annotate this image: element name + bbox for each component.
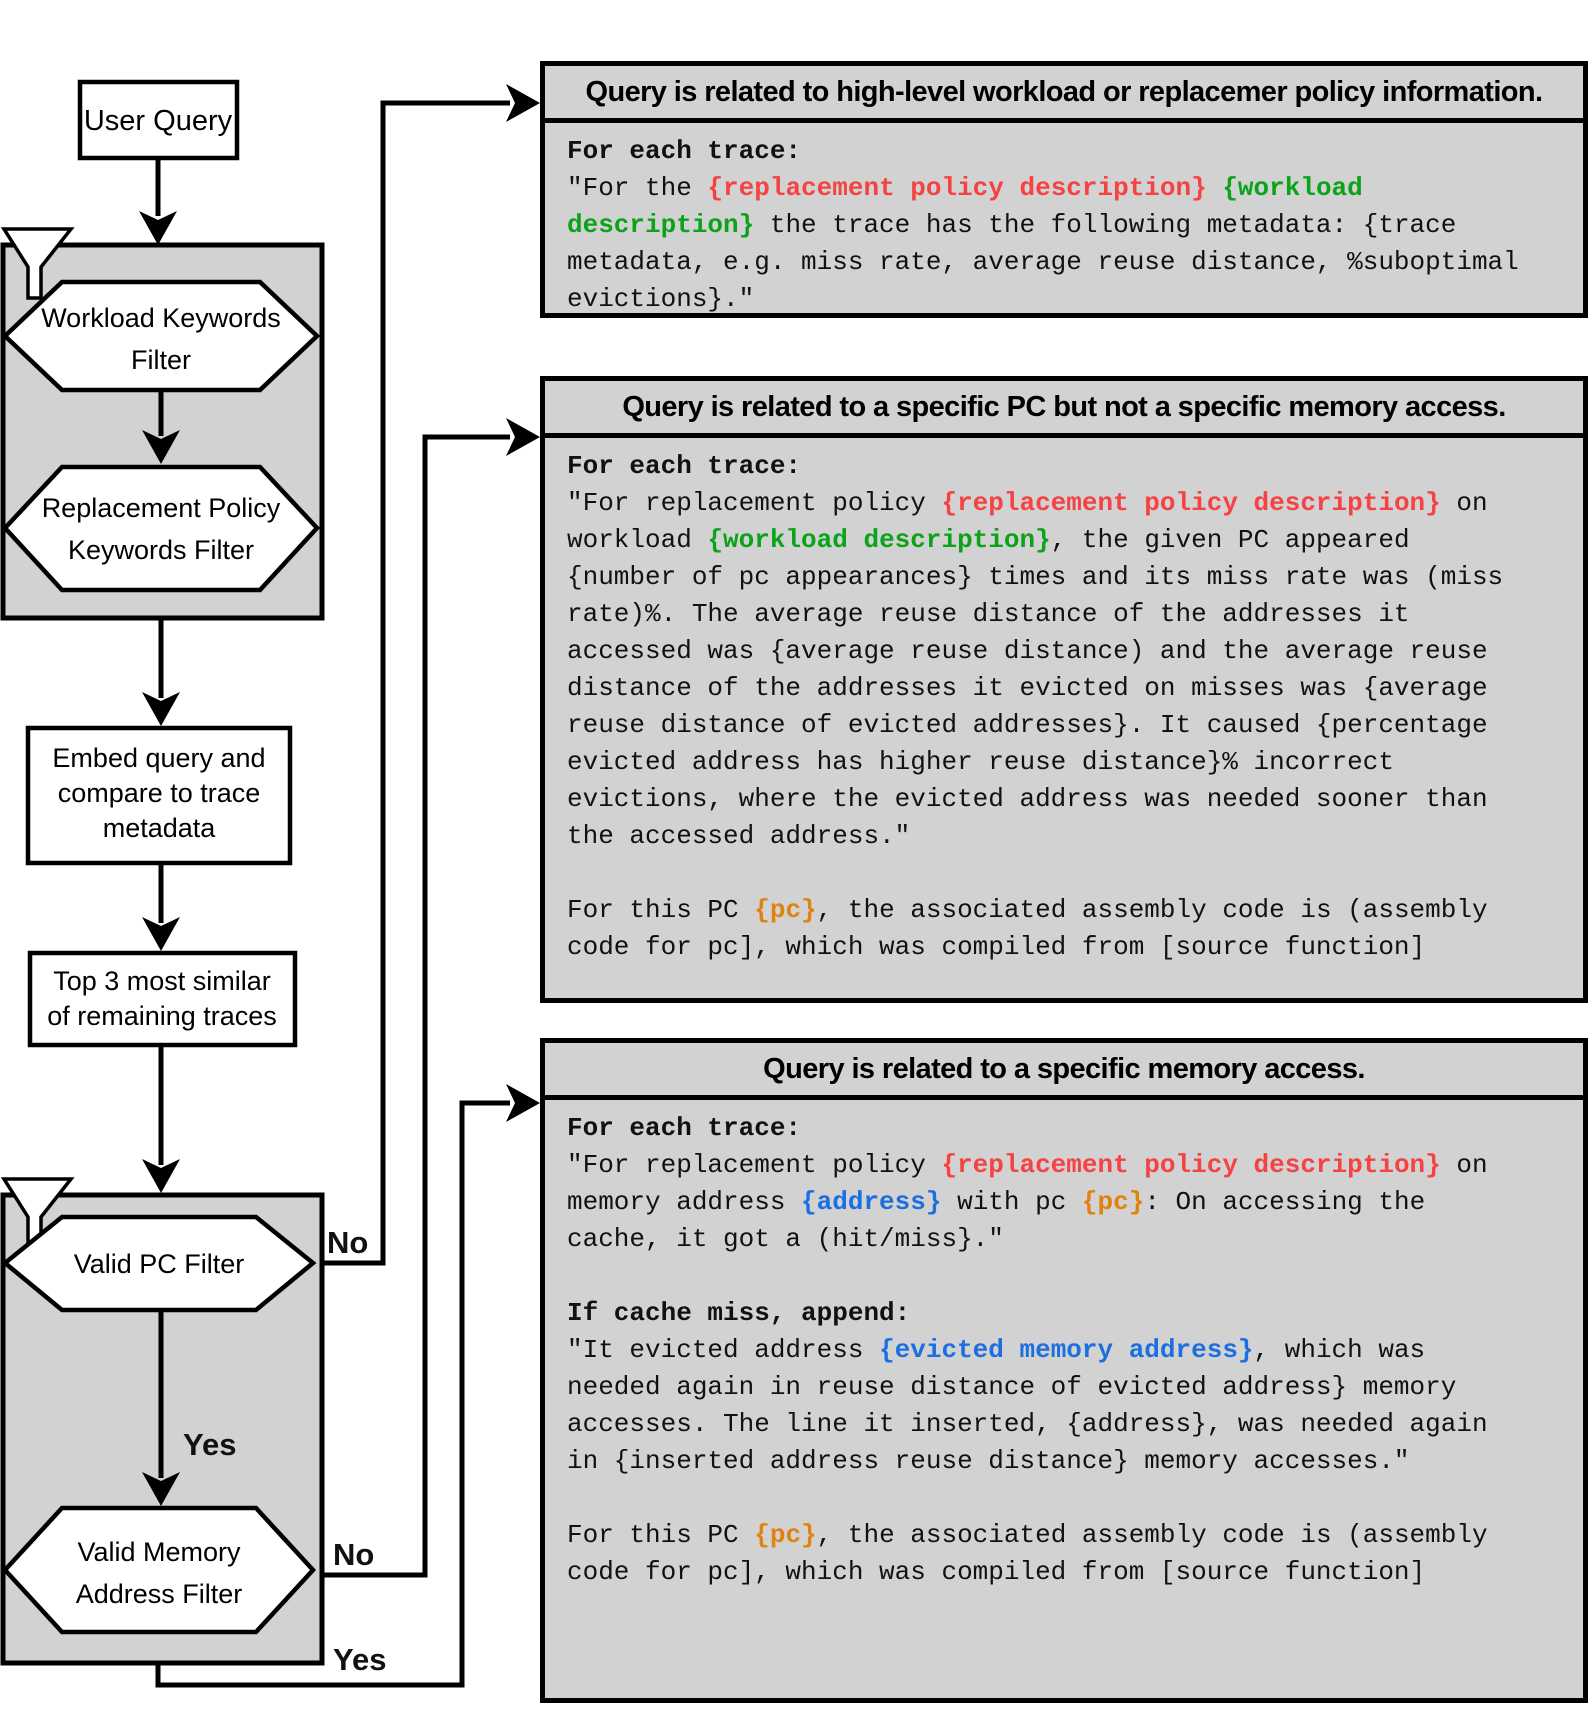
- arrowhead-panel-pc: [506, 418, 540, 456]
- text-segment: : On accessing the: [1144, 1187, 1426, 1217]
- text-segment: "For replacement policy: [567, 488, 942, 518]
- workload-filter-label-line1: Workload Keywords: [41, 303, 281, 333]
- panel-title: Query is related to a specific PC but not a specific memory access.: [545, 381, 1583, 438]
- yes-label-1: Yes: [183, 1427, 237, 1462]
- panel-text-line: [567, 1554, 1563, 1591]
- panel-text-line: [567, 1517, 1563, 1554]
- text-segment: For each trace:: [567, 136, 802, 166]
- text-segment: accesses. The line it inserted, {address}, was needed again: [567, 1409, 1488, 1439]
- panel-text-line: [567, 1258, 1563, 1295]
- placeholder-token: {address}: [801, 1187, 942, 1217]
- text-segment: evictions}.": [567, 284, 755, 314]
- text-segment: For this PC: [567, 895, 755, 925]
- panel-text-line: [567, 1443, 1563, 1480]
- panel-text-line: [567, 818, 1563, 855]
- valid-memory-filter-node: [5, 1508, 313, 1632]
- panel-text-line: [567, 1184, 1563, 1221]
- replacement-policy-filter-node: [5, 467, 317, 590]
- text-segment: evicted address has higher reuse distance}% incorrect: [567, 747, 1394, 777]
- panel-text-line: [567, 559, 1563, 596]
- panel-title: Query is related to high-level workload or replacemer policy information.: [545, 66, 1583, 123]
- placeholder-token: {replacement policy description}: [941, 488, 1441, 518]
- text-segment: metadata, e.g. miss rate, average reuse distance, %suboptimal: [567, 247, 1519, 277]
- text-segment: with pc: [941, 1187, 1082, 1217]
- text-segment: the accessed address.": [567, 821, 911, 851]
- text-segment: needed again in reuse distance of evicted address} memory: [567, 1372, 1457, 1402]
- panel-text-line: [567, 1332, 1563, 1369]
- text-segment: , the associated assembly code is (assembly: [816, 895, 1488, 925]
- placeholder-token: {replacement policy description}: [941, 1150, 1441, 1180]
- panel-text-line: [567, 207, 1563, 244]
- placeholder-token: {pc}: [754, 1520, 817, 1550]
- text-segment: distance of the addresses it evicted on misses was {average: [567, 673, 1488, 703]
- policy-filter-label-line2: Keywords Filter: [67, 535, 255, 565]
- edge-no-to-panel-workload: [313, 103, 510, 1263]
- panel-text-line: [567, 170, 1563, 207]
- text-segment: For this PC: [567, 1520, 755, 1550]
- text-segment: "For replacement policy: [567, 1150, 942, 1180]
- panel-text-line: [567, 707, 1563, 744]
- top3-label-line1: Top 3 most similar: [53, 966, 271, 996]
- panel-text-line: [567, 485, 1563, 522]
- panel-text-line: [567, 522, 1563, 559]
- panel-text-line: [567, 633, 1563, 670]
- text-segment: on: [1440, 488, 1488, 518]
- placeholder-token: {replacement policy description}: [707, 173, 1207, 203]
- panel-text-line: [567, 781, 1563, 818]
- placeholder-token: {workload description}: [707, 525, 1051, 555]
- arrowhead-panel-memory: [506, 1084, 540, 1122]
- panel-text-line: [567, 1406, 1563, 1443]
- response-panel-pc: [540, 376, 1588, 1003]
- placeholder-token: description}: [567, 210, 755, 240]
- placeholder-token: {workload: [1222, 173, 1363, 203]
- text-segment: reuse distance of evicted addresses}. It caused {percentage: [567, 710, 1488, 740]
- text-segment: For each trace:: [567, 1113, 802, 1143]
- valid-memory-label-line2: Address Filter: [75, 1579, 243, 1609]
- panel-title: Query is related to a specific memory access.: [545, 1043, 1583, 1100]
- text-segment: in {inserted address reuse distance} memory accesses.": [567, 1446, 1410, 1476]
- response-panel-workload: [540, 61, 1588, 318]
- user-query-label: User Query: [83, 105, 233, 137]
- arrowhead-panel-workload: [506, 84, 540, 122]
- panel-text-line: [567, 1480, 1563, 1517]
- text-segment: cache, it got a (hit/miss}.": [567, 1224, 1004, 1254]
- panel-text-line: [567, 670, 1563, 707]
- panel-text-line: [567, 448, 1563, 485]
- panel-body: [545, 1100, 1583, 1591]
- panel-text-line: [567, 281, 1563, 318]
- text-segment: , which was: [1253, 1335, 1426, 1365]
- text-segment: , the associated assembly code is (assembly: [816, 1520, 1488, 1550]
- embed-label-line1: Embed query and: [52, 743, 266, 773]
- placeholder-token: {pc}: [754, 895, 817, 925]
- placeholder-token: {evicted memory address}: [879, 1335, 1254, 1365]
- text-segment: the trace has the following metadata: {trace: [754, 210, 1457, 240]
- panel-text-line: [567, 133, 1563, 170]
- text-segment: {number of pc appearances} times and its miss rate was (miss: [567, 562, 1504, 592]
- text-segment: [1207, 173, 1223, 203]
- valid-memory-label-line1: Valid Memory: [77, 1537, 241, 1567]
- arrowhead-filters-group: [139, 211, 177, 245]
- text-segment: rate)%. The average reuse distance of the addresses it: [567, 599, 1410, 629]
- text-segment: code for pc], which was compiled from [source function]: [567, 932, 1426, 962]
- text-segment: "It evicted address: [567, 1335, 880, 1365]
- edge-no-to-panel-pc: [313, 437, 510, 1575]
- panel-text-line: [567, 596, 1563, 633]
- text-segment: "For the: [567, 173, 708, 203]
- text-segment: code for pc], which was compiled from [source function]: [567, 1557, 1426, 1587]
- panel-text-line: [567, 929, 1563, 966]
- panel-body: [545, 438, 1583, 966]
- top3-label-line2: of remaining traces: [47, 1001, 277, 1031]
- embed-label-line3: metadata: [102, 813, 216, 843]
- panel-body: [545, 123, 1583, 318]
- text-segment: memory address: [567, 1187, 802, 1217]
- panel-text-line: [567, 1147, 1563, 1184]
- text-segment: If cache miss, append:: [567, 1298, 911, 1328]
- text-segment: on: [1440, 1150, 1488, 1180]
- panel-text-line: [567, 855, 1563, 892]
- panel-text-line: [567, 1221, 1563, 1258]
- panel-text-line: [567, 244, 1563, 281]
- embed-label-line2: compare to trace: [57, 778, 261, 808]
- valid-pc-label: Valid PC Filter: [73, 1249, 245, 1279]
- panel-text-line: [567, 1369, 1563, 1406]
- panel-text-line: [567, 1110, 1563, 1147]
- text-segment: For each trace:: [567, 451, 802, 481]
- workload-filter-label-line2: Filter: [131, 345, 191, 375]
- policy-filter-label-line1: Replacement Policy: [41, 493, 281, 523]
- no-label-1: No: [327, 1225, 369, 1260]
- yes-label-2: Yes: [333, 1642, 387, 1677]
- text-segment: workload: [567, 525, 708, 555]
- text-segment: evictions, where the evicted address was needed sooner than: [567, 784, 1488, 814]
- response-panel-memory: [540, 1038, 1588, 1703]
- no-label-2: No: [333, 1537, 375, 1572]
- placeholder-token: {pc}: [1081, 1187, 1145, 1217]
- panel-text-line: [567, 892, 1563, 929]
- panel-text-line: [567, 1295, 1563, 1332]
- panel-text-line: [567, 744, 1563, 781]
- text-segment: accessed was {average reuse distance) and the average reuse: [567, 636, 1488, 666]
- text-segment: , the given PC appeared: [1050, 525, 1410, 555]
